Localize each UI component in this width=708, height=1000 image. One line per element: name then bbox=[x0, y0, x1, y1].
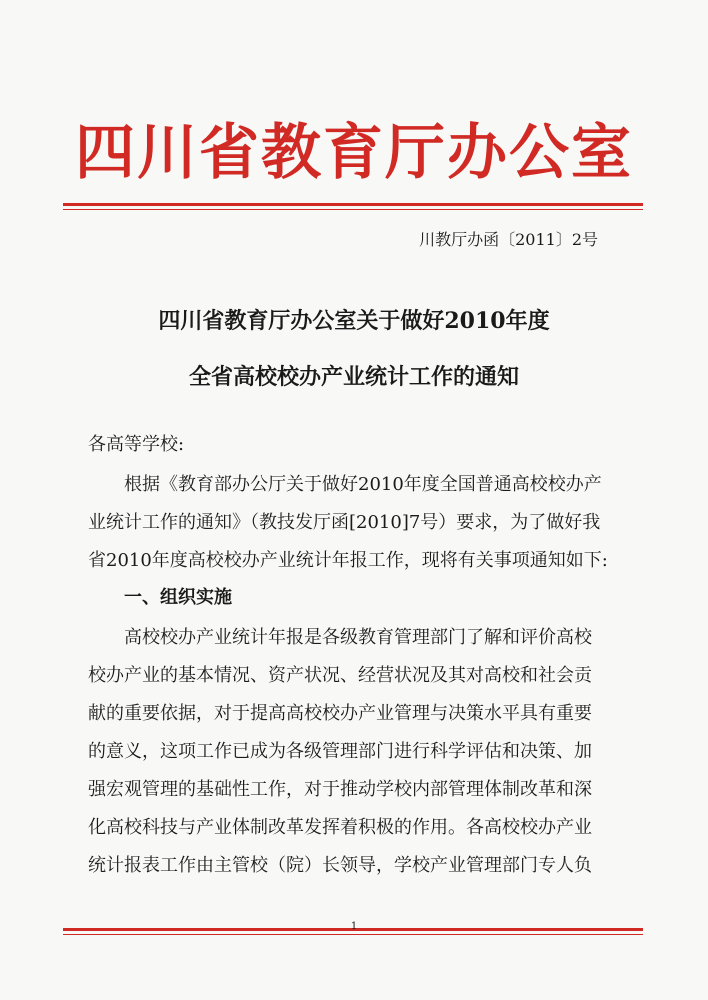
paragraph-2-line-5: 强宏观管理的基础性工作，对于推动学校内部管理体制改革和深 bbox=[88, 779, 592, 800]
footer-thin-line bbox=[63, 934, 643, 935]
masthead-divider bbox=[63, 203, 643, 210]
notice-title-line-1: 四川省教育厅办公室关于做好2010年度 bbox=[158, 308, 550, 334]
paragraph-2-line-6: 化高校科技与产业体制改革发挥着积极的作用。各高校校办产业 bbox=[88, 817, 592, 838]
paragraph-1-line-3: 省2010年度高校校办产业统计年报工作，现将有关事项通知如下: bbox=[88, 550, 608, 571]
page-number: 1 bbox=[350, 921, 358, 932]
notice-title-line-2: 全省高校校办产业统计工作的通知 bbox=[188, 364, 519, 390]
paragraph-2-line-7: 统计报表工作由主管校（院）长领导，学校产业管理部门专人负 bbox=[88, 855, 592, 876]
paragraph-2-line-2: 校办产业的基本情况、资产状况、经营状况及其对高校和社会贡 bbox=[88, 665, 592, 686]
paragraph-1-line-1: 根据《教育部办公厅关于做好2010年度全国普通高校校办产 bbox=[124, 474, 602, 495]
section-1-heading: 一、组织实施 bbox=[124, 587, 232, 608]
salutation: 各高等学校: bbox=[88, 434, 185, 455]
paragraph-2-line-4: 的意义，这项工作已成为各级管理部门进行科学评估和决策、加 bbox=[88, 741, 592, 762]
divider-thick-line bbox=[63, 203, 643, 206]
paragraph-1-line-2: 业统计工作的通知》（教技发厅函[2010]7号）要求，为了做好我 bbox=[88, 512, 601, 533]
document-number: 川教厅办函〔2011〕2号 bbox=[419, 230, 598, 249]
masthead-title: 四川省教育厅办公室 bbox=[75, 118, 633, 188]
divider-thin-line bbox=[63, 209, 643, 210]
paragraph-2-line-3: 献的重要依据，对于提高高校校办产业管理与决策水平具有重要 bbox=[88, 703, 592, 724]
paragraph-2-line-1: 高校校办产业统计年报是各级教育管理部门了解和评价高校 bbox=[124, 627, 592, 648]
